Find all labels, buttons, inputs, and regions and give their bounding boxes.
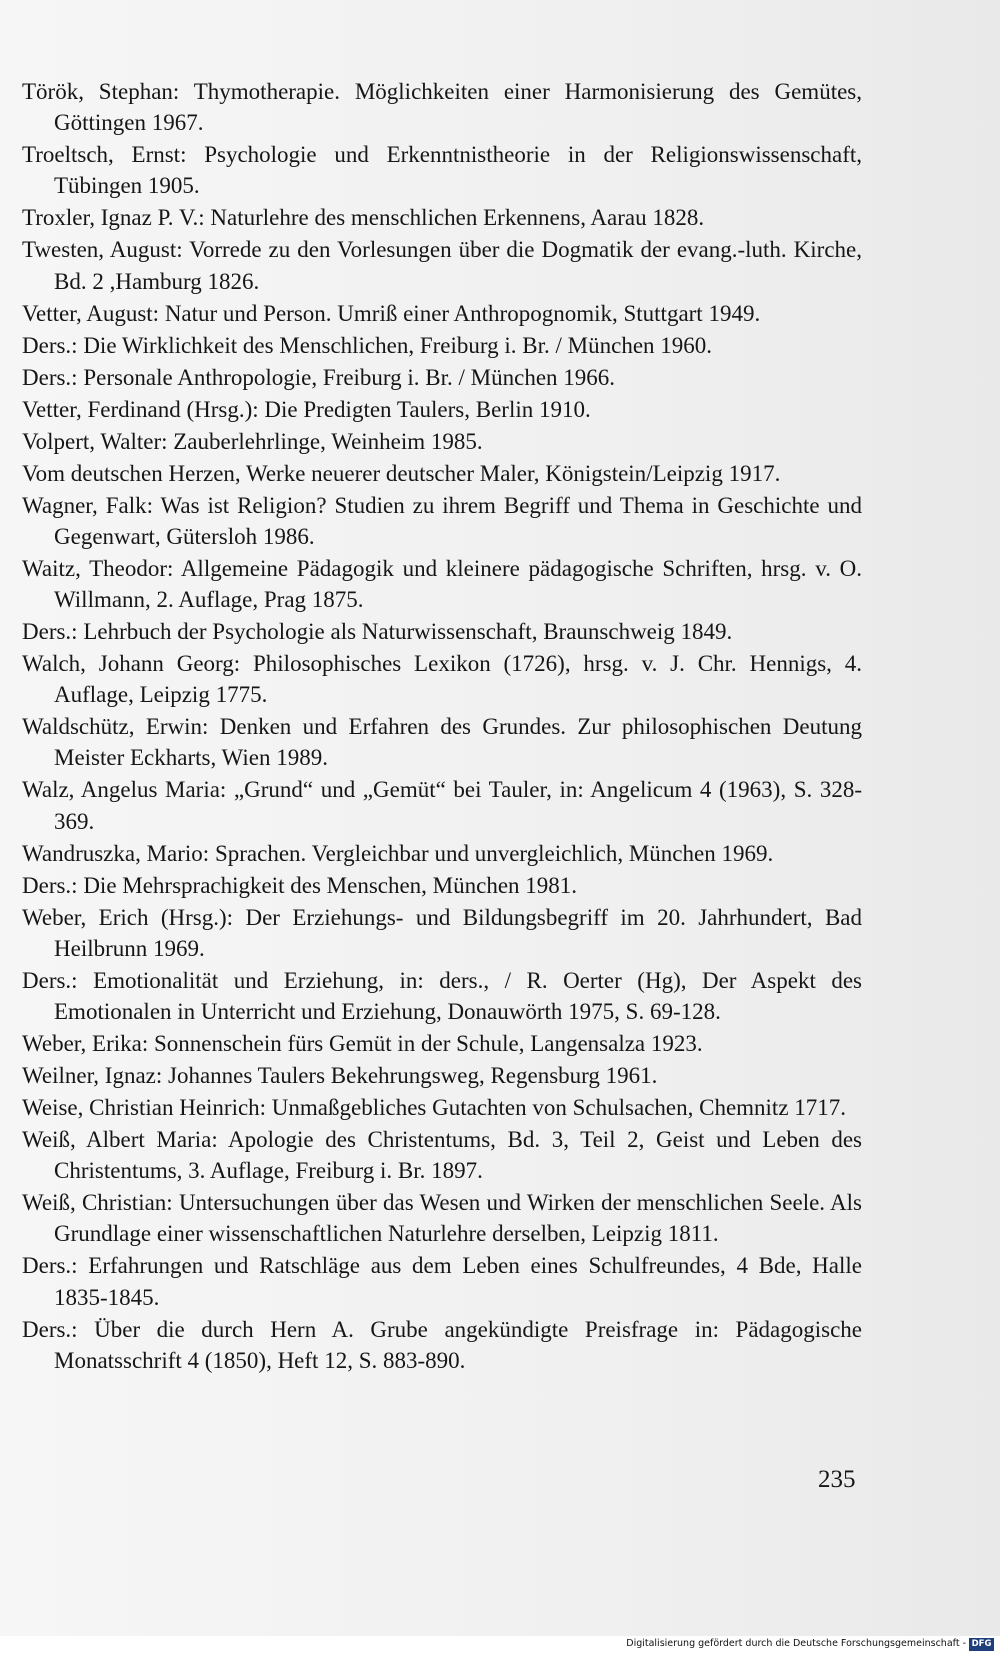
bibliography-entry: Walch, Johann Georg: Philosophisches Lexikon (1726), hrsg. v. J. Chr. Hennigs, 4. Auflage, Leipzig 1775. bbox=[22, 651, 862, 708]
bibliography-entry: Weber, Erich (Hrsg.): Der Erziehungs- und Bildungsbegriff im 20. Jahrhundert, Bad Heilbrunn 1969. bbox=[22, 904, 862, 961]
bibliography-entry: Walz, Angelus Maria: „Grund“ und „Gemüt“ bei Tauler, in: Angelicum 4 (1963), S. 328-369. bbox=[22, 777, 862, 834]
bibliography-entry: Weiß, Christian: Untersuchungen über das Wesen und Wirken der menschlichen Seele. Als Grundlage einer wissenschaftlichen Naturlehre derselben, Leipzig 1811. bbox=[22, 1190, 862, 1247]
bibliography-entry: Ders.: Lehrbuch der Psychologie als Naturwissenschaft, Braunschweig 1849. bbox=[22, 619, 733, 645]
footer-credit-text: Digitalisierung gefördert durch die Deutsche Forschungsgemeinschaft - bbox=[626, 1638, 966, 1649]
bibliography-entry: Waldschütz, Erwin: Denken und Erfahren des Grundes. Zur philosophischen Deutung Meister Eckharts, Wien 1989. bbox=[22, 714, 862, 771]
page-number: 235 bbox=[818, 1466, 856, 1493]
bibliography-entry: Wandruszka, Mario: Sprachen. Vergleichbar und unvergleichlich, München 1969. bbox=[22, 840, 774, 866]
bibliography-entry: Troxler, Ignaz P. V.: Naturlehre des menschlichen Erkennens, Aarau 1828. bbox=[22, 205, 705, 231]
bibliography-entry: Ders.: Die Mehrsprachigkeit des Menschen, München 1981. bbox=[22, 872, 578, 898]
bibliography-entry: Troeltsch, Ernst: Psychologie und Erkenntnistheorie in der Religionswissenschaft, Tübingen 1905. bbox=[22, 142, 862, 199]
bibliography-entry: Török, Stephan: Thymotherapie. Möglichkeiten einer Harmonisierung des Gemütes, Göttingen 1967. bbox=[22, 79, 862, 136]
bibliography-entry: Wagner, Falk: Was ist Religion? Studien zu ihrem Begriff und Thema in Geschichte und Gegenwart, Gütersloh 1986. bbox=[22, 492, 862, 549]
bibliography-entry: Ders.: Die Wirklichkeit des Menschlichen, Freiburg i. Br. / München 1960. bbox=[22, 332, 713, 358]
bibliography-list bbox=[22, 76, 862, 1377]
bibliography-entry: Weiß, Albert Maria: Apologie des Christentums, Bd. 3, Teil 2, Geist und Leben des Christentums, 3. Auflage, Freiburg i. Br. 1897. bbox=[22, 1127, 862, 1184]
bibliography-entry: Ders.: Über die durch Hern A. Grube angekündigte Preisfrage in: Pädagogische Monatsschrift 4 (1850), Heft 12, S. 883-890. bbox=[22, 1316, 862, 1373]
bibliography-entry: Ders.: Personale Anthropologie, Freiburg i. Br. / München 1966. bbox=[22, 364, 616, 390]
digitization-footer bbox=[0, 1636, 1000, 1653]
bibliography-entry: Volpert, Walter: Zauberlehrlinge, Weinheim 1985. bbox=[22, 428, 483, 454]
bibliography-entry: Weise, Christian Heinrich: Unmaßgebliches Gutachten von Schulsachen, Chemnitz 1717. bbox=[22, 1095, 847, 1121]
bibliography-entry: Vom deutschen Herzen, Werke neuerer deutscher Maler, Königstein/Leipzig 1917. bbox=[22, 460, 781, 486]
bibliography-entry: Vetter, Ferdinand (Hrsg.): Die Predigten Taulers, Berlin 1910. bbox=[22, 396, 591, 422]
dfg-logo-icon: DFG bbox=[969, 1638, 994, 1651]
bibliography-entry: Weber, Erika: Sonnenschein fürs Gemüt in der Schule, Langensalza 1923. bbox=[22, 1031, 703, 1057]
bibliography-entry: Ders.: Emotionalität und Erziehung, in: ders., / R. Oerter (Hg), Der Aspekt des Emotionalen in Unterricht und Erziehung, Donauwörth 1975, S. 69-128. bbox=[22, 967, 862, 1025]
bibliography-entry: Vetter, August: Natur und Person. Umriß einer Anthropognomik, Stuttgart 1949. bbox=[22, 300, 761, 326]
bibliography-entry: Twesten, August: Vorrede zu den Vorlesungen über die Dogmatik der evang.-luth. Kirche, Bd. 2 ,Hamburg 1826. bbox=[22, 237, 862, 294]
bibliography-entry: Waitz, Theodor: Allgemeine Pädagogik und kleinere pädagogische Schriften, hrsg. v. O. Willmann, 2. Auflage, Prag 1875. bbox=[22, 555, 862, 613]
bibliography-entry: Weilner, Ignaz: Johannes Taulers Bekehrungsweg, Regensburg 1961. bbox=[22, 1063, 658, 1089]
bibliography-entry: Ders.: Erfahrungen und Ratschläge aus dem Leben eines Schulfreundes, 4 Bde, Halle 1835-1845. bbox=[22, 1253, 862, 1310]
